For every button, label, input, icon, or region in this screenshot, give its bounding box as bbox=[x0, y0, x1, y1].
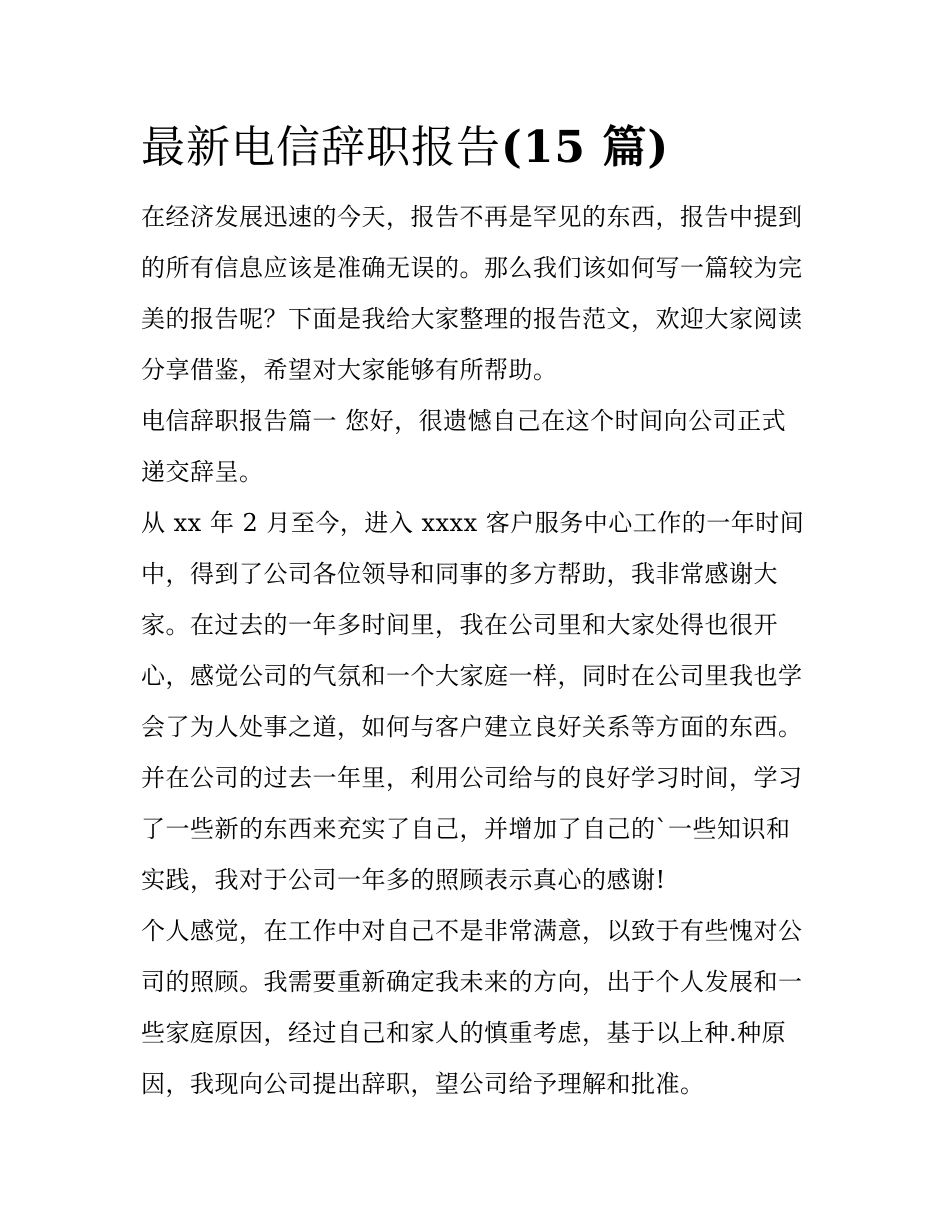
document-title bbox=[141, 120, 821, 176]
paragraph-line: 电信辞职报告篇一 您好，很遗憾自己在这个时间向公司正式 bbox=[141, 407, 787, 435]
paragraph-line: 分享借鉴，希望对大家能够有所帮助。 bbox=[141, 356, 558, 384]
work-experience-paragraph bbox=[141, 498, 821, 906]
title-main-text: 最新电信辞职报告 bbox=[141, 122, 501, 173]
paragraph-line: 心，感觉公司的气氛和一个大家庭一样，同时在公司里我也学 bbox=[141, 662, 803, 690]
paragraph-line: 递交辞呈。 bbox=[141, 458, 264, 486]
intro-paragraph bbox=[141, 192, 821, 396]
paragraph-line: 的所有信息应该是准确无误的。那么我们该如何写一篇较为完 bbox=[141, 254, 803, 282]
paragraph-line: 家。在过去的一年多时间里，我在公司里和大家处得也很开 bbox=[141, 611, 778, 639]
paragraph-line: 会了为人处事之道，如何与客户建立良好关系等方面的东西。 bbox=[141, 713, 803, 741]
title-count-text: (15 篇) bbox=[501, 122, 670, 173]
resignation-reason-paragraph bbox=[141, 906, 821, 1110]
paragraph-line: 些家庭原因，经过自己和家人的慎重考虑，基于以上种.种原 bbox=[141, 1019, 787, 1047]
paragraph-line: 实践，我对于公司一年多的照顾表示真心的感谢! bbox=[141, 866, 666, 894]
paragraph-line: 在经济发展迅速的今天，报告不再是罕见的东西，报告中提到 bbox=[141, 203, 803, 231]
paragraph-line: 司的照顾。我需要重新确定我未来的方向，出于个人发展和一 bbox=[141, 968, 803, 996]
paragraph-line: 因，我现向公司提出辞职，望公司给予理解和批准。 bbox=[141, 1070, 705, 1098]
paragraph-line: 美的报告呢？下面是我给大家整理的报告范文，欢迎大家阅读 bbox=[141, 305, 803, 333]
paragraph-line: 中，得到了公司各位领导和同事的多方帮助，我非常感谢大 bbox=[141, 560, 778, 588]
document-body bbox=[141, 120, 821, 1110]
paragraph-line: 从 xx 年 2 月至今，进入 xxxx 客户服务中心工作的一年时间 bbox=[141, 509, 805, 537]
paragraph-line: 个人感觉，在工作中对自己不是非常满意，以致于有些愧对公 bbox=[141, 917, 803, 945]
paragraph-line: 并在公司的过去一年里，利用公司给与的良好学习时间，学习 bbox=[141, 764, 803, 792]
paragraph-line: 了一些新的东西来充实了自己，并增加了自己的`一些知识和 bbox=[141, 815, 791, 843]
section-one-opening-paragraph bbox=[141, 396, 821, 498]
